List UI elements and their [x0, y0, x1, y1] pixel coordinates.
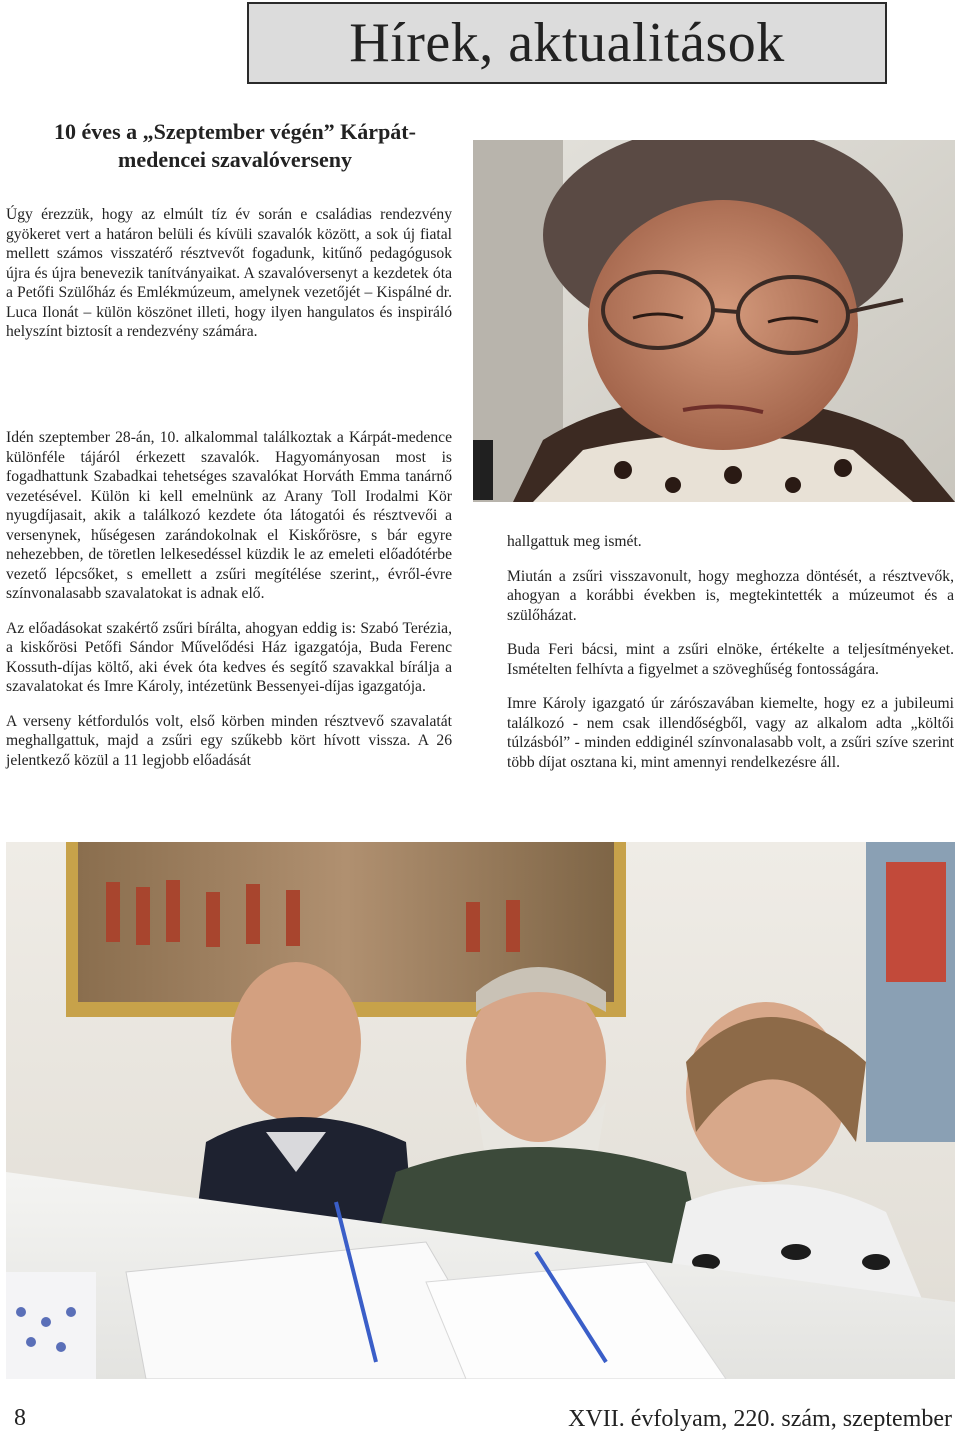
right-column — [507, 532, 954, 787]
left-column — [6, 428, 452, 785]
paragraph-museum: Miután a zsűri visszavonult, hogy meghozza döntését, a résztvevők, ahogyan a korábbi években is, megtekintették a múzeumot és a szülőházat. — [507, 567, 954, 624]
left-column-top — [6, 205, 452, 357]
page-number: 8 — [14, 1405, 26, 1431]
paragraph-evaluation: Buda Feri bácsi, mint a zsűri elnöke, értékelte a teljesítményeket. Ismételten felhívta a figyelmet a szöveghűség fontosságára. — [507, 641, 954, 678]
section-title: Hírek, aktualitások — [349, 12, 785, 74]
paragraph-continued: hallgattuk meg ismét. — [507, 533, 642, 550]
paragraph-event: Idén szeptember 28-án, 10. alkalommal találkoztak a Kárpát-medence különféle tájáról érkezett szavalók. Hagyományosan most is fogadhattunk Szabadkai tehetséges szavalókat Horváth Emma tanárnő vezetésével. Külön ki kell emelnünk az Arany Toll Irodalmi Kör nyugdíjasait, akik a találkozó kezdete óta látogatói és résztvevői a versenynek, hűségesen zarándokolnak el Kiskőrösre, s bár egyre nehezebben, de töretlen lelkesedéssel küzdik le az emeleti előadótérbe vezető lépcsőket, s emellett a zsűri megítélése szerint,, évről-évre színvonalasabb szavalatokat is adnak elő. — [6, 429, 452, 602]
paragraph-jury: Az előadásokat szakértő zsűri bírálta, ahogyan eddig is: Szabó Terézia, a kiskőrösi Petőfi Sándor Művelődési Ház igazgatója, Buda Ferenc Kossuth-díjas költő, aki évek óta kedves és segítő szavakkal bírálja a szavalatokat és Imre Károly, intézetünk Bessenyei-díjas igazgatója. — [6, 619, 452, 695]
article-title: 10 éves a „Szeptember végén” Kárpát-medencei szavalóverseny — [54, 119, 416, 172]
issue-info: XVII. évfolyam, 220. szám, szeptember — [568, 1406, 952, 1432]
section-header — [247, 2, 887, 84]
paragraph-closing: Imre Károly igazgató úr zárószavában kiemelte, hogy ez a jubileumi találkozó - nem csak illendőségből, vagy az alkalom adta „költői túlzásból” - minden eddiginél színvonalasabb volt, a zsűri szíve szerint több díjat osztana ki, mint amennyi rendelkezésre áll. — [507, 695, 954, 771]
paragraph-rounds: A verseny kétfordulós volt, első körben minden résztvevő szavalatát meghallgattuk, majd a zsűri egy szűkebb kört hívott vissza. A 26 jelentkező közül a 11 legjobb előadását — [6, 712, 452, 769]
paragraph-intro: Úgy érezzük, hogy az elmúlt tíz év során e családias rendezvény gyökeret vert a határon belüli és kívüli szavalók között, a sok új fiatal mellett számos visszatérő résztvevőt fogadunk, kitűnő pedagógusok újra és újra benevezik tanítványaikat. A szavalóversenyt a kezdetek óta a Petőfi Szülőház és Emlékmúzeum, amelynek vezetőjét – Kispálné dr. Luca Ilonát – külön köszönet illeti, hogy ilyen hangulatos és inspiráló helyszínt biztosít a rendezvény számára. — [6, 206, 452, 340]
portrait-photo — [473, 140, 955, 502]
jury-photo — [6, 842, 955, 1379]
